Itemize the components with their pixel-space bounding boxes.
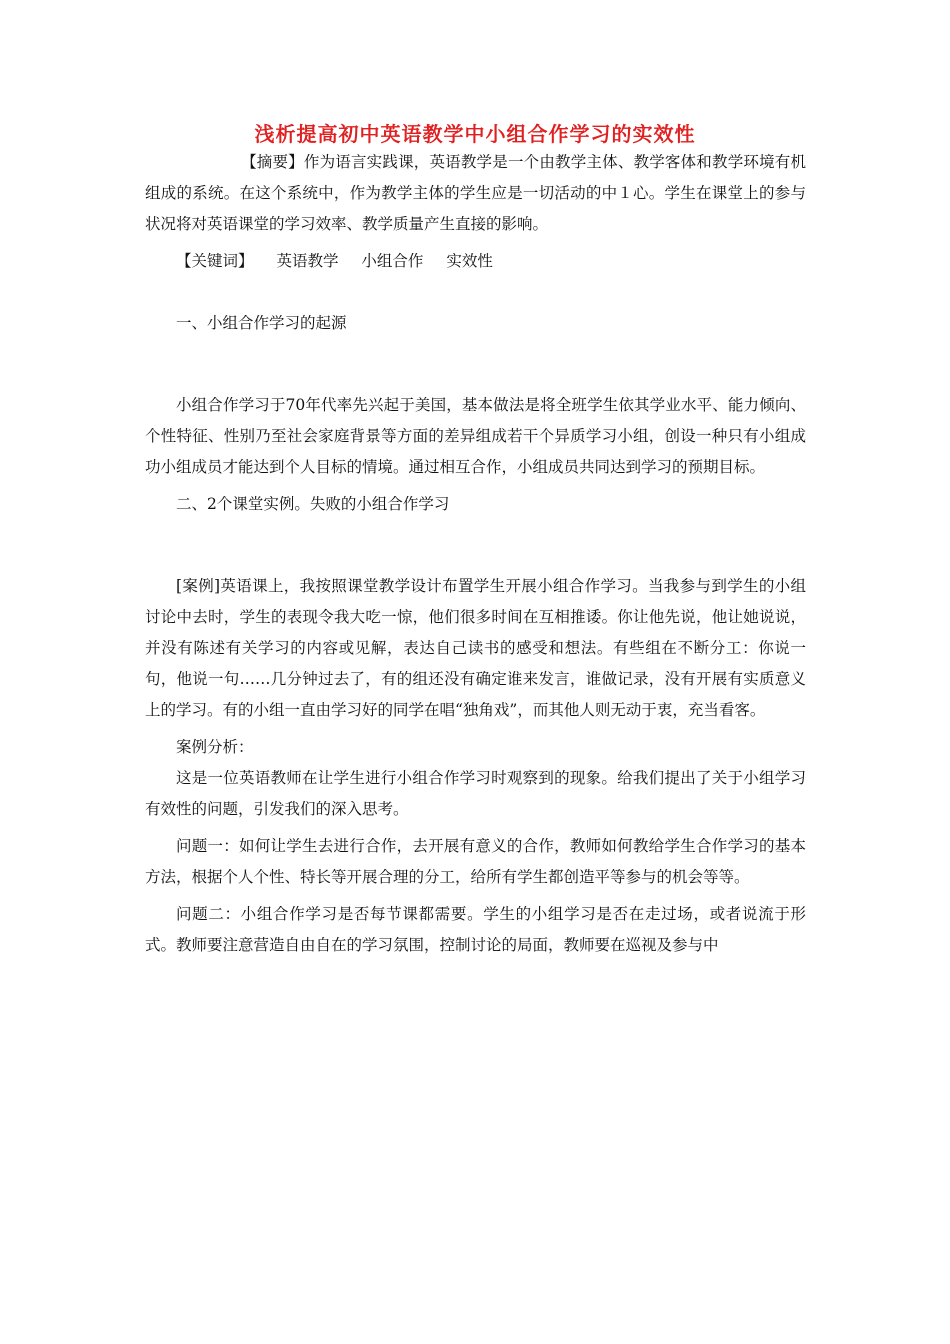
keyword-item: 小组合作 (361, 252, 424, 270)
keywords-label: 【关键词】 (176, 252, 254, 270)
spacer (145, 551, 806, 571)
abstract-paragraph: 【摘要】作为语言实践课，英语教学是一个由教学主体、教学客体和教学环境有机组成的系统。在这个系统中，作为教学主体的学生应是一切活动的中１心。学生在课堂上的参与状况将对英语课堂的学习效率、教学质量产生直接的影响。 (145, 153, 806, 233)
document-body (145, 147, 806, 961)
question-paragraph: 问题二：小组合作学习是否每节课都需要。学生的小组学习是否在走过场，或者说流于形式。教师要注意营造自由自在的学习氛围，控制讨论的局面，教师要在巡视及参与中 (145, 905, 806, 954)
keyword-item: 英语教学 (276, 252, 339, 270)
section-paragraph: 小组合作学习于70年代率先兴起于美国，基本做法是将全班学生依其学业水平、能力倾向、个性特征、性别乃至社会家庭背景等方面的差异组成若干个异质学习小组，创设一种只有小组成功小组成员才能达到个人目标的情境。通过相互合作，小组成员共同达到学习的预期目标。 (145, 396, 806, 476)
document-title: 浅析提高初中英语教学中小组合作学习的实效性 (254, 122, 696, 146)
spacer (145, 520, 806, 551)
spacer (145, 339, 806, 370)
analysis-label: 案例分析： (176, 738, 254, 756)
keyword-item: 实效性 (446, 252, 493, 270)
section-heading: 一、小组合作学习的起源 (176, 314, 347, 332)
section-heading: 二、2个课堂实例。失败的小组合作学习 (176, 495, 450, 513)
keywords-line (145, 246, 806, 277)
spacer (145, 277, 806, 308)
case-paragraph: [案例]英语课上，我按照课堂教学设计布置学生开展小组合作学习。当我参与到学生的小组讨论中去时，学生的表现令我大吃一惊，他们很多时间在互相推诿。你让他先说，他让她说说，并没有陈述有关学习的内容或见解，表达自己读书的感受和想法。有些组在不断分工：你说一句，他说一句……几分钟过去了，有的组还没有确定谁来发言，谁做记录，没有开展有实质意义上的学习。有的小组一直由学习好的同学在唱“独角戏”，而其他人则无动于衷，充当看客。 (145, 577, 806, 719)
spacer (145, 370, 806, 390)
question-paragraph: 问题一：如何让学生去进行合作，去开展有意义的合作，教师如何教给学生合作学习的基本方法，根据个人个性、特长等开展合理的分工，给所有学生都创造平等参与的机会等等。 (145, 837, 806, 886)
analysis-paragraph: 这是一位英语教师在让学生进行小组合作学习时观察到的现象。给我们提出了关于小组学习有效性的问题，引发我们的深入思考。 (145, 769, 806, 818)
